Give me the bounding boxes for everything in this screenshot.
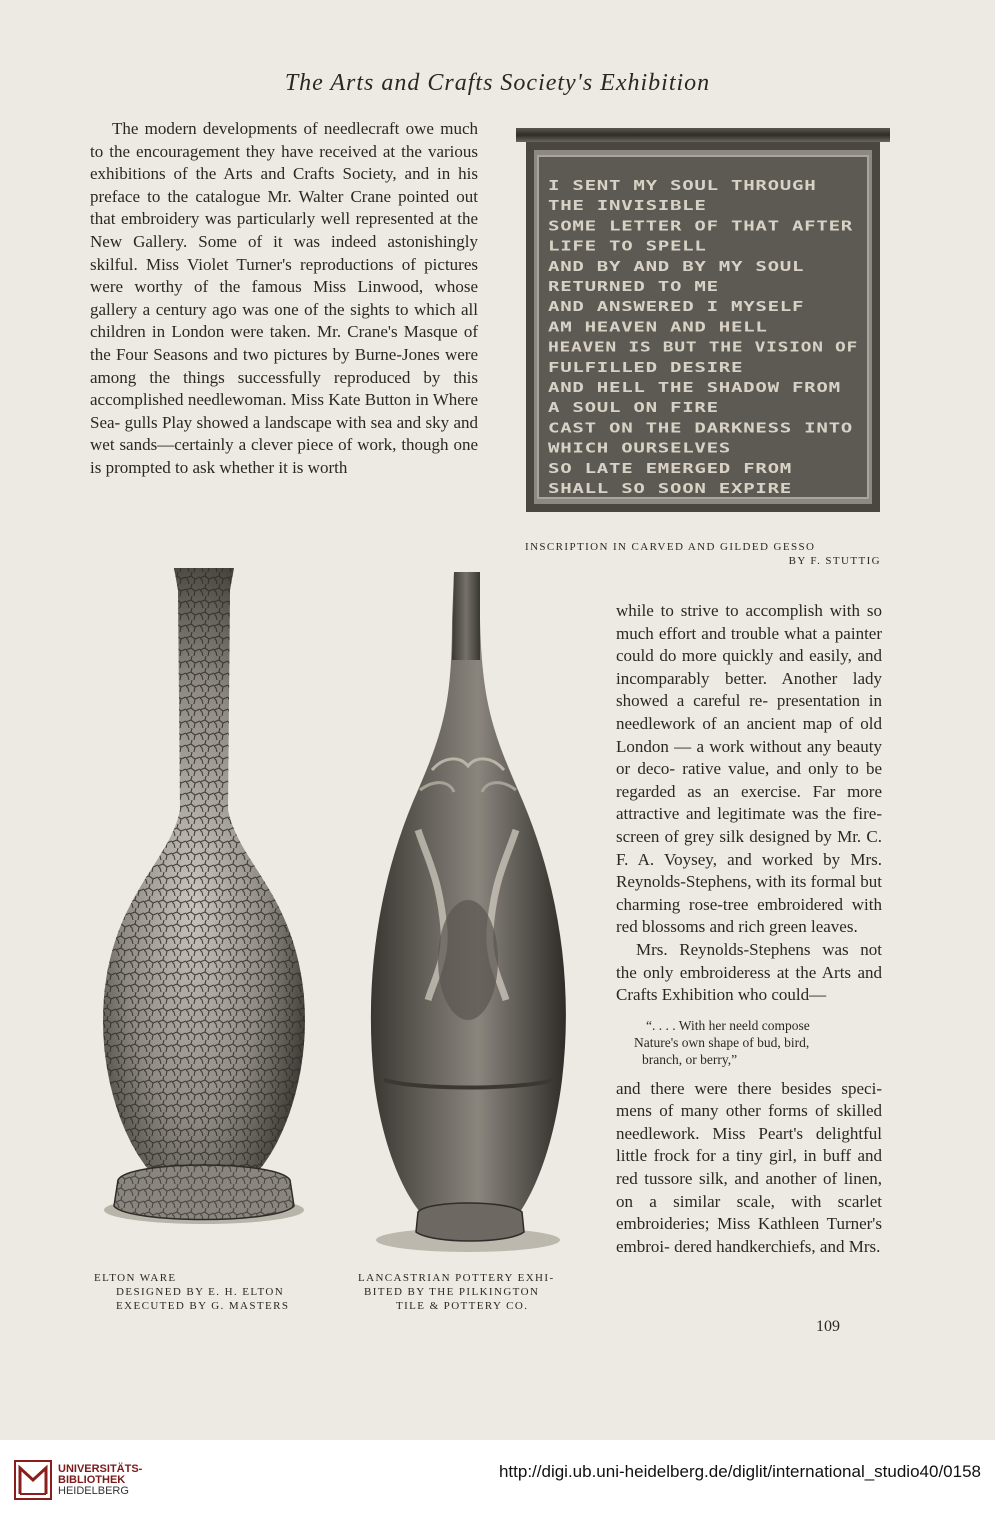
inscription-line: FULFILLED DESIRE (548, 359, 744, 376)
caption-line: BITED BY THE PILKINGTON (364, 1286, 540, 1298)
inscription-line: I SENT MY SOUL THROUGH (548, 178, 817, 194)
inscription-line: AND ANSWERED I MYSELF (548, 299, 805, 316)
caption-line: EXECUTED BY G. MASTERS (116, 1300, 290, 1312)
inscription-line: RETURNED TO ME (548, 279, 719, 295)
source-url-link[interactable]: http://digi.ub.uni-heidelberg.de/diglit/international_studio40/0158 (498, 1462, 981, 1481)
body-paragraph: The modern developments of needlecraft owe much to the encouragement they have received at the various exhibitions of the Arts and Crafts Society, and in his preface to the catalogue Mr. Walter Crane pointed out that embroidery was particularly well represented at the New Gallery. Some of it was indeed astonishingly skilful. Miss Violet Turner's reproductions of pictures were worthy of the famous Miss Linwood, whose gallery a century ago was one of the sights to which all children in London were taken. Mr. Crane's Masque of the Four Seasons and two pictures by Burne-Jones were among the things successfully reproduced by this accomplished needlewoman. Miss Kate Button in Where Sea- gulls Play showed a landscape with sea and sky and wet sands—certainly a clever piece of work, though one is prompted to ask whether it is worth (90, 119, 479, 477)
crackle-glaze-pattern (103, 568, 305, 1176)
inscription-line: HEAVEN IS BUT THE VISION OF (548, 339, 858, 356)
inscription-line: SO LATE EMERGED FROM (548, 460, 792, 477)
elton-caption (94, 1271, 334, 1313)
vase-foot (416, 1203, 524, 1241)
library-logo-icon (14, 1460, 52, 1500)
inscription-line: SOME LETTER OF THAT AFTER (548, 218, 854, 235)
inscription-line: A SOUL ON FIRE (548, 400, 719, 417)
caption-line: INSCRIPTION IN CARVED AND GILDED GESSO (525, 541, 816, 553)
tree-motif (438, 900, 498, 1020)
caption-line: DESIGNED BY E. H. ELTON (116, 1286, 285, 1298)
panel-cornice (516, 128, 890, 142)
inscription-line: LIFE TO SPELL (548, 238, 707, 255)
inscription-line: SHALL SO SOON EXPIRE (548, 481, 792, 497)
inscription-line: CAST ON THE DARKNESS INTO (548, 420, 853, 437)
body-paragraph: while to strive to accomplish with so much effort and trouble what a painter could do more quickly and easily, and incomparably better. Another lady showed a careful re- presentation in needlework of an ancient map of old London — a work without any beauty or deco- rative value, and only to be regarded as an exercise. Far more attractive and legitimate was the fire-screen of grey silk designed by Mr. C. F. A. Voysey, and worked by Mrs. Reynolds-Stephens, with its formal but charming rose-tree embroidered with red blossoms and rich green leaves. (616, 601, 883, 937)
vase-body (371, 572, 566, 1212)
right-text-column (616, 600, 882, 1258)
inscription-line: AM HEAVEN AND HELL (548, 319, 768, 336)
lancastrian-caption (358, 1271, 588, 1313)
inscription-line: THE INVISIBLE (548, 198, 707, 215)
inscription-line: WHICH OURSELVES (548, 440, 731, 457)
verse-quote: “. . . . With her neeld compose Nature's own shape of bud, bird, branch, or berry,” (634, 1017, 810, 1067)
inscription-line: AND HELL THE SHADOW FROM (548, 380, 841, 396)
vases-illustration (88, 560, 598, 1270)
elton-ware-vase (103, 568, 305, 1224)
gesso-panel-illustration (516, 124, 890, 516)
body-paragraph: Mrs. Reynolds-Stephens was not the only embroideress at the Arts and Crafts Exhibition who could— (616, 939, 882, 1005)
caption-line: ELTON WARE (94, 1272, 177, 1284)
left-text-column (90, 118, 478, 480)
caption-line: BY F. STUTTIG (788, 555, 881, 567)
caption-line: TILE & POTTERY CO. (396, 1300, 529, 1312)
body-paragraph: and there were there besides speci- mens of many other forms of skilled needlework. Miss Peart's delightful little frock for a tiny girl, in buff and red tussore silk, and another of linen, on a similar scale, with scarlet embroideries; Miss Kathleen Turner's embroi- dered handkerchiefs, and Mrs. (616, 1078, 883, 1256)
lancastrian-vase (371, 572, 566, 1252)
library-name: UNIVERSITÄTS- BIBLIOTHEK HEIDELBERG (58, 1463, 143, 1497)
caption-line: LANCASTRIAN POTTERY EXHI- (358, 1272, 555, 1284)
inscription-line: AND BY AND BY MY SOUL (548, 258, 805, 275)
page-title: The Arts and Crafts Society's Exhibition (284, 70, 711, 96)
page-number: 109 (816, 1318, 840, 1335)
digitization-footer (0, 1440, 995, 1520)
